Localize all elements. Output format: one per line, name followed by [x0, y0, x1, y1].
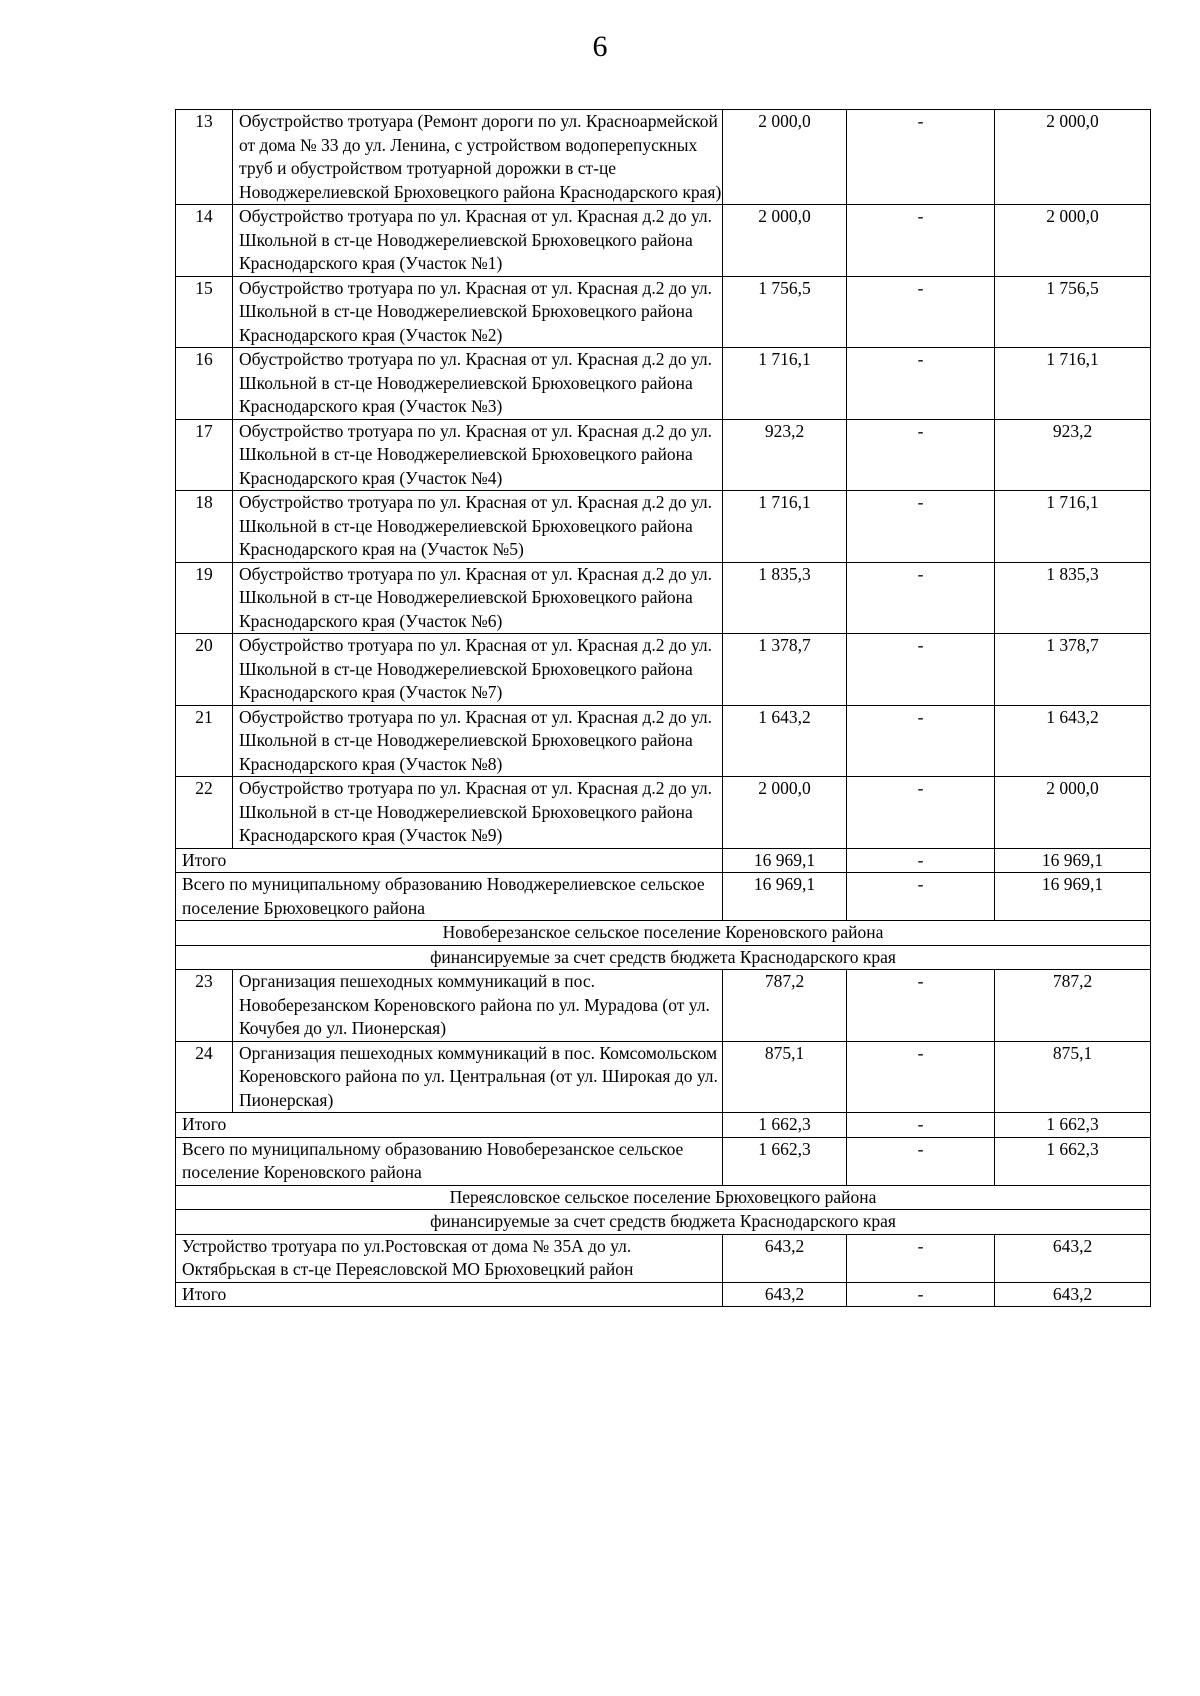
- table-row: [176, 634, 1151, 706]
- row-number: 17: [176, 419, 233, 491]
- amount-total: 1 378,7: [723, 634, 847, 706]
- amount-col2: -: [847, 848, 995, 873]
- amount-col2: -: [847, 1234, 995, 1282]
- work-description: Обустройство тротуара по ул. Красная от ул. Красная д.2 до ул. Школьной в ст-це Новоджерелиевской Брюховецкого района Краснодарского края (Участок №2): [233, 276, 723, 348]
- amount-total: 16 969,1: [723, 873, 847, 921]
- table-row: [176, 205, 1151, 277]
- subtotal-row: [176, 1282, 1151, 1307]
- budget-table: [175, 109, 1151, 1307]
- table-row: [176, 419, 1151, 491]
- amount-col2: -: [847, 777, 995, 849]
- work-description: Обустройство тротуара по ул. Красная от ул. Красная д.2 до ул. Школьной в ст-це Новоджерелиевской Брюховецкого района Краснодарского края (Участок №8): [233, 705, 723, 777]
- row-number: 23: [176, 970, 233, 1042]
- amount-col3: 16 969,1: [995, 873, 1151, 921]
- amount-col2: -: [847, 1282, 995, 1307]
- row-number: 13: [176, 110, 233, 205]
- amount-col2: -: [847, 873, 995, 921]
- amount-col2: -: [847, 1113, 995, 1138]
- section-heading-row: [176, 1185, 1151, 1210]
- amount-total: 643,2: [723, 1234, 847, 1282]
- amount-col3: 1 756,5: [995, 276, 1151, 348]
- amount-total: 16 969,1: [723, 848, 847, 873]
- amount-col3: 875,1: [995, 1041, 1151, 1113]
- subtotal-label: Итого: [176, 1113, 723, 1138]
- total-row: [176, 1137, 1151, 1185]
- row-number: 14: [176, 205, 233, 277]
- amount-col3: 1 835,3: [995, 562, 1151, 634]
- amount-col3: 1 643,2: [995, 705, 1151, 777]
- amount-total: 2 000,0: [723, 110, 847, 205]
- amount-total: 2 000,0: [723, 205, 847, 277]
- amount-col3: 787,2: [995, 970, 1151, 1042]
- total-label: Всего по муниципальному образованию Новоджерелиевское сельское поселение Брюховецкого района: [176, 873, 723, 921]
- amount-col3: 923,2: [995, 419, 1151, 491]
- amount-total: 1 662,3: [723, 1113, 847, 1138]
- amount-col3: 1 662,3: [995, 1137, 1151, 1185]
- total-row: [176, 873, 1151, 921]
- section-heading-row: [176, 921, 1151, 946]
- work-description: Обустройство тротуара по ул. Красная от ул. Красная д.2 до ул. Школьной в ст-це Новоджерелиевской Брюховецкого района Краснодарского края на (Участок №5): [233, 491, 723, 563]
- subtotal-row: [176, 848, 1151, 873]
- row-number: 21: [176, 705, 233, 777]
- work-description: Обустройство тротуара по ул. Красная от ул. Красная д.2 до ул. Школьной в ст-це Новоджерелиевской Брюховецкого района Краснодарского края (Участок №3): [233, 348, 723, 420]
- work-description: Обустройство тротуара по ул. Красная от ул. Красная д.2 до ул. Школьной в ст-це Новоджерелиевской Брюховецкого района Краснодарского края (Участок №6): [233, 562, 723, 634]
- amount-col3: 1 662,3: [995, 1113, 1151, 1138]
- row-number: 15: [176, 276, 233, 348]
- funding-heading: финансируемые за счет средств бюджета Краснодарского края: [176, 1210, 1151, 1235]
- table-row: [176, 562, 1151, 634]
- amount-total: 787,2: [723, 970, 847, 1042]
- table-row: [176, 1234, 1151, 1282]
- amount-col2: -: [847, 205, 995, 277]
- amount-col3: 2 000,0: [995, 110, 1151, 205]
- section-heading-row: [176, 1210, 1151, 1235]
- amount-col2: -: [847, 634, 995, 706]
- amount-col2: -: [847, 705, 995, 777]
- amount-col2: -: [847, 970, 995, 1042]
- amount-col2: -: [847, 562, 995, 634]
- amount-total: 923,2: [723, 419, 847, 491]
- page-number: 6: [592, 30, 608, 63]
- subtotal-row: [176, 1113, 1151, 1138]
- amount-col2: -: [847, 491, 995, 563]
- amount-total: 1 835,3: [723, 562, 847, 634]
- amount-col3: 2 000,0: [995, 205, 1151, 277]
- work-description: Организация пешеходных коммуникаций в пос. Новоберезанском Кореновского района по ул. Мурадова (от ул. Кочубея до ул. Пионерская): [233, 970, 723, 1042]
- subtotal-label: Итого: [176, 1282, 723, 1307]
- amount-total: 2 000,0: [723, 777, 847, 849]
- table-row: [176, 777, 1151, 849]
- table-row: [176, 110, 1151, 205]
- amount-col3: 1 716,1: [995, 348, 1151, 420]
- amount-col3: 643,2: [995, 1282, 1151, 1307]
- amount-total: 875,1: [723, 1041, 847, 1113]
- funding-heading: финансируемые за счет средств бюджета Краснодарского края: [176, 945, 1151, 970]
- work-description: Обустройство тротуара по ул. Красная от ул. Красная д.2 до ул. Школьной в ст-це Новоджерелиевской Брюховецкого района Краснодарского края (Участок №1): [233, 205, 723, 277]
- amount-col3: 1 716,1: [995, 491, 1151, 563]
- row-number: 24: [176, 1041, 233, 1113]
- row-number: 16: [176, 348, 233, 420]
- amount-total: 1 716,1: [723, 491, 847, 563]
- table-row: [176, 491, 1151, 563]
- section-heading: Переясловское сельское поселение Брюховецкого района: [176, 1185, 1151, 1210]
- amount-total: 1 662,3: [723, 1137, 847, 1185]
- work-description: Обустройство тротуара по ул. Красная от ул. Красная д.2 до ул. Школьной в ст-це Новоджерелиевской Брюховецкого района Краснодарского края (Участок №7): [233, 634, 723, 706]
- table-row: [176, 348, 1151, 420]
- row-number: 18: [176, 491, 233, 563]
- work-description: Организация пешеходных коммуникаций в пос. Комсомольском Кореновского района по ул. Центральная (от ул. Широкая до ул. Пионерская): [233, 1041, 723, 1113]
- amount-total: 643,2: [723, 1282, 847, 1307]
- row-number: 22: [176, 777, 233, 849]
- table-row: [176, 1041, 1151, 1113]
- table-row: [176, 276, 1151, 348]
- amount-total: 1 756,5: [723, 276, 847, 348]
- amount-col2: -: [847, 1041, 995, 1113]
- amount-col2: -: [847, 348, 995, 420]
- amount-col3: 1 378,7: [995, 634, 1151, 706]
- total-label: Всего по муниципальному образованию Новоберезанское сельское поселение Кореновского района: [176, 1137, 723, 1185]
- row-number: 20: [176, 634, 233, 706]
- amount-total: 1 716,1: [723, 348, 847, 420]
- amount-col2: -: [847, 110, 995, 205]
- subtotal-label: Итого: [176, 848, 723, 873]
- section-heading: Новоберезанское сельское поселение Кореновского района: [176, 921, 1151, 946]
- amount-col3: 16 969,1: [995, 848, 1151, 873]
- work-description: Обустройство тротуара по ул. Красная от ул. Красная д.2 до ул. Школьной в ст-це Новоджерелиевской Брюховецкого района Краснодарского края (Участок №9): [233, 777, 723, 849]
- amount-col2: -: [847, 1137, 995, 1185]
- amount-total: 1 643,2: [723, 705, 847, 777]
- work-description: Обустройство тротуара (Ремонт дороги по ул. Красноармейской от дома № 33 до ул. Ленина, с устройством водоперепускных труб и обустройством тротуарной дорожки в ст-це Новоджерелиевской Брюховецкого района Краснодарского края): [233, 110, 723, 205]
- work-description: Обустройство тротуара по ул. Красная от ул. Красная д.2 до ул. Школьной в ст-це Новоджерелиевской Брюховецкого района Краснодарского края (Участок №4): [233, 419, 723, 491]
- table-row: [176, 970, 1151, 1042]
- amount-col3: 2 000,0: [995, 777, 1151, 849]
- row-number: 19: [176, 562, 233, 634]
- amount-col2: -: [847, 276, 995, 348]
- amount-col3: 643,2: [995, 1234, 1151, 1282]
- work-description: Устройство тротуара по ул.Ростовская от дома № 35А до ул. Октябрьская в ст-це Переясловской МО Брюховецкий район: [176, 1234, 723, 1282]
- table-row: [176, 705, 1151, 777]
- amount-col2: -: [847, 419, 995, 491]
- section-heading-row: [176, 945, 1151, 970]
